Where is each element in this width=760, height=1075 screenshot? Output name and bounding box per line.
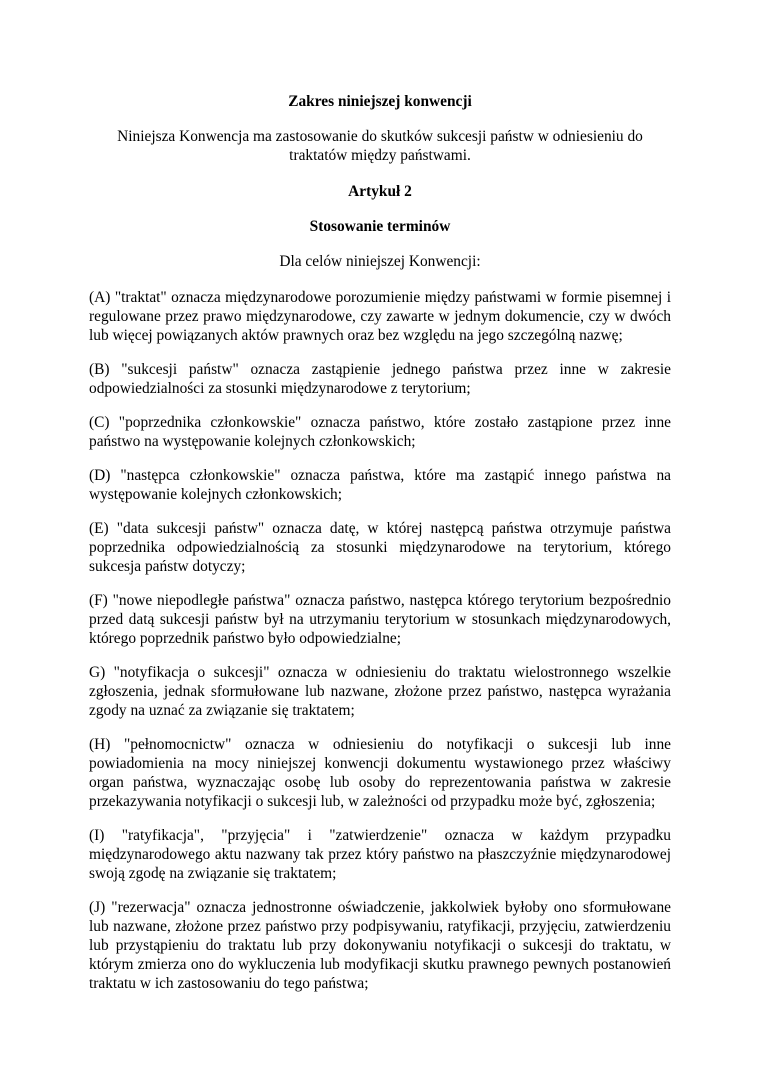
scope-text: Niniejsza Konwencja ma zastosowanie do skutków sukcesji państw w odniesieniu do traktatów między państwami. <box>117 128 643 164</box>
definition-e: (E) "data sukcesji państw" oznacza datę, w której następcą państwa otrzymuje państwa poprzednika odpowiedzialnością za stosunki międzynarodowe na terytorium, którego sukcesja państw dotyczy; <box>89 520 671 575</box>
definition-f: (F) "nowe niepodległe państwa" oznacza państwo, następca którego terytorium bezpośrednio przed datą sukcesji państw był na utrzymaniu terytorium w stosunkach międzynarodowych, którego poprzednik państwo było odpowiedzialne; <box>89 592 671 647</box>
article-subheading: Stosowanie terminów <box>309 218 451 235</box>
document-page <box>89 82 671 993</box>
definition-b: (B) "sukcesji państw" oznacza zastąpienie jednego państwa przez inne w zakresie odpowiedzialności za stosunki międzynarodowe z terytorium; <box>89 361 671 397</box>
definition-j: (J) "rezerwacja" oznacza jednostronne oświadczenie, jakkolwiek byłoby ono sformułowane lub nazwane, złożone przez państwo przy podpisywaniu, ratyfikacji, przyjęciu, zatwierdzeniu lub przystąpieniu do traktatu lub przy dokonywaniu notyfikacji o sukcesji do traktatu, w którym zmierza ono do wykluczenia lub modyfikacji skutku prawnego pewnych postanowień traktatu w ich zastosowaniu do tego państwa; <box>89 899 671 992</box>
definition-g: G) "notyfikacja o sukcesji" oznacza w odniesieniu do traktatu wielostronnego wszelkie zgłoszenia, jednak sformułowane lub nazwane, złożone przez państwo, następca wyrażania zgody na uznać za związanie się traktatem; <box>89 664 671 719</box>
definition-d: (D) "następca członkowskie" oznacza państwa, które ma zastąpić innego państwa na występowanie kolejnych członkowskich; <box>89 467 671 503</box>
definition-a: (A) "traktat" oznacza międzynarodowe porozumienie między państwami w formie pisemnej i regulowane przez prawo międzynarodowe, czy zawarte w jednym dokumencie, czy w dwóch lub więcej powiązanych aktów prawnych oraz bez względu na jego szczególną nazwę; <box>89 289 671 344</box>
lead-in-text: Dla celów niniejszej Konwencji: <box>279 253 481 270</box>
scope-heading: Zakres niniejszej konwencji <box>288 93 472 110</box>
definition-c: (C) "poprzednika członkowskie" oznacza państwo, które zostało zastąpione przez inne państwo na występowanie kolejnych członkowskich; <box>89 414 671 450</box>
definition-i: (I) "ratyfikacja", "przyjęcia" i "zatwierdzenie" oznacza w każdym przypadku międzynarodowego aktu nazwany tak przez który państwo na płaszczyźnie międzynarodowej swoją zgodę na związanie się traktatem; <box>89 827 671 882</box>
article-heading: Artykuł 2 <box>348 183 412 200</box>
definition-h: (H) "pełnomocnictw" oznacza w odniesieniu do notyfikacji o sukcesji lub inne powiadomienia na mocy niniejszej konwencji dokumentu wystawionego przez właściwy organ państwa, wyznaczając osobę lub osoby do reprezentowania państwa w zakresie przekazywania notyfikacji o sukcesji lub, w zależności od przypadku może być, zgłoszenia; <box>89 736 671 810</box>
